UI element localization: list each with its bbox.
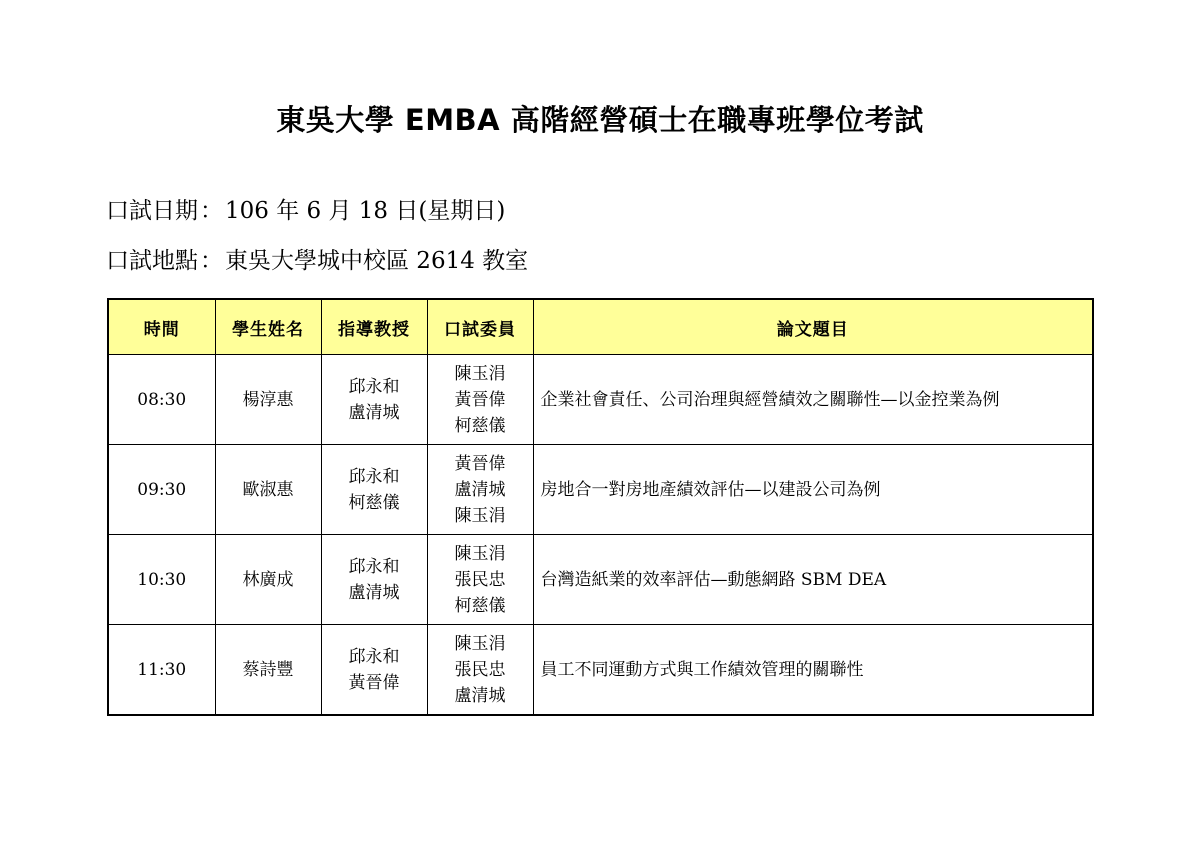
table-row	[108, 625, 1093, 716]
exam-date-separator: ：	[200, 198, 223, 224]
advisors-cell	[321, 535, 427, 625]
header-student: 學生姓名	[215, 299, 321, 355]
committee-cell	[427, 355, 533, 445]
committee-cell	[427, 625, 533, 716]
time-cell: 08:30	[108, 355, 215, 445]
time-cell: 11:30	[108, 625, 215, 716]
committee-member: 張民忠	[454, 569, 506, 590]
committee-member: 柯慈儀	[454, 595, 506, 616]
advisors-cell	[321, 445, 427, 535]
advisors-cell	[321, 355, 427, 445]
exam-schedule-table	[107, 298, 1094, 716]
exam-place-separator: ：	[200, 248, 223, 274]
topic-cell: 房地合一對房地產績效評估—以建設公司為例	[533, 445, 1093, 535]
exam-place-value: 東吳大學城中校區 2614 教室	[225, 248, 529, 274]
exam-date-value: 106 年 6 月 18 日(星期日)	[225, 198, 506, 224]
committee-member: 陳玉涓	[454, 505, 506, 526]
advisor-name: 邱永和	[348, 556, 400, 577]
committee-cell	[427, 535, 533, 625]
committee-member: 黃晉偉	[454, 389, 506, 410]
document-title: 東吳大學 EMBA 高階經營碩士在職專班學位考試	[276, 103, 924, 137]
committee-member: 陳玉涓	[454, 363, 506, 384]
advisor-name: 盧清城	[348, 582, 400, 603]
advisor-name: 邱永和	[348, 466, 400, 487]
exam-date-label: 口試日期	[106, 198, 198, 224]
committee-member: 盧清城	[454, 479, 506, 500]
topic-cell: 企業社會責任、公司治理與經營績效之關聯性—以金控業為例	[533, 355, 1093, 445]
committee-member: 黃晉偉	[454, 453, 506, 474]
table-row	[108, 355, 1093, 445]
time-cell: 10:30	[108, 535, 215, 625]
advisor-name: 盧清城	[348, 402, 400, 423]
committee-cell	[427, 445, 533, 535]
table-header-row	[108, 299, 1093, 355]
header-topic: 論文題目	[533, 299, 1093, 355]
committee-member: 張民忠	[454, 659, 506, 680]
table-row	[108, 445, 1093, 535]
time-cell: 09:30	[108, 445, 215, 535]
exam-date-line	[106, 196, 505, 226]
student-cell: 蔡詩豐	[215, 625, 321, 716]
header-committee: 口試委員	[427, 299, 533, 355]
topic-cell: 台灣造紙業的效率評估—動態網路 SBM DEA	[533, 535, 1093, 625]
header-advisors: 指導教授	[321, 299, 427, 355]
table-row	[108, 535, 1093, 625]
student-cell: 歐淑惠	[215, 445, 321, 535]
exam-place-line	[106, 246, 528, 276]
header-time: 時間	[108, 299, 215, 355]
committee-member: 陳玉涓	[454, 633, 506, 654]
advisor-name: 邱永和	[348, 646, 400, 667]
advisor-name: 邱永和	[348, 376, 400, 397]
student-cell: 楊淳惠	[215, 355, 321, 445]
exam-place-label: 口試地點	[106, 248, 198, 274]
advisor-name: 黃晉偉	[348, 672, 400, 693]
student-cell: 林廣成	[215, 535, 321, 625]
committee-member: 陳玉涓	[454, 543, 506, 564]
topic-cell: 員工不同運動方式與工作績效管理的關聯性	[533, 625, 1093, 716]
committee-member: 柯慈儀	[454, 415, 506, 436]
advisor-name: 柯慈儀	[348, 492, 400, 513]
advisors-cell	[321, 625, 427, 716]
committee-member: 盧清城	[454, 685, 506, 706]
